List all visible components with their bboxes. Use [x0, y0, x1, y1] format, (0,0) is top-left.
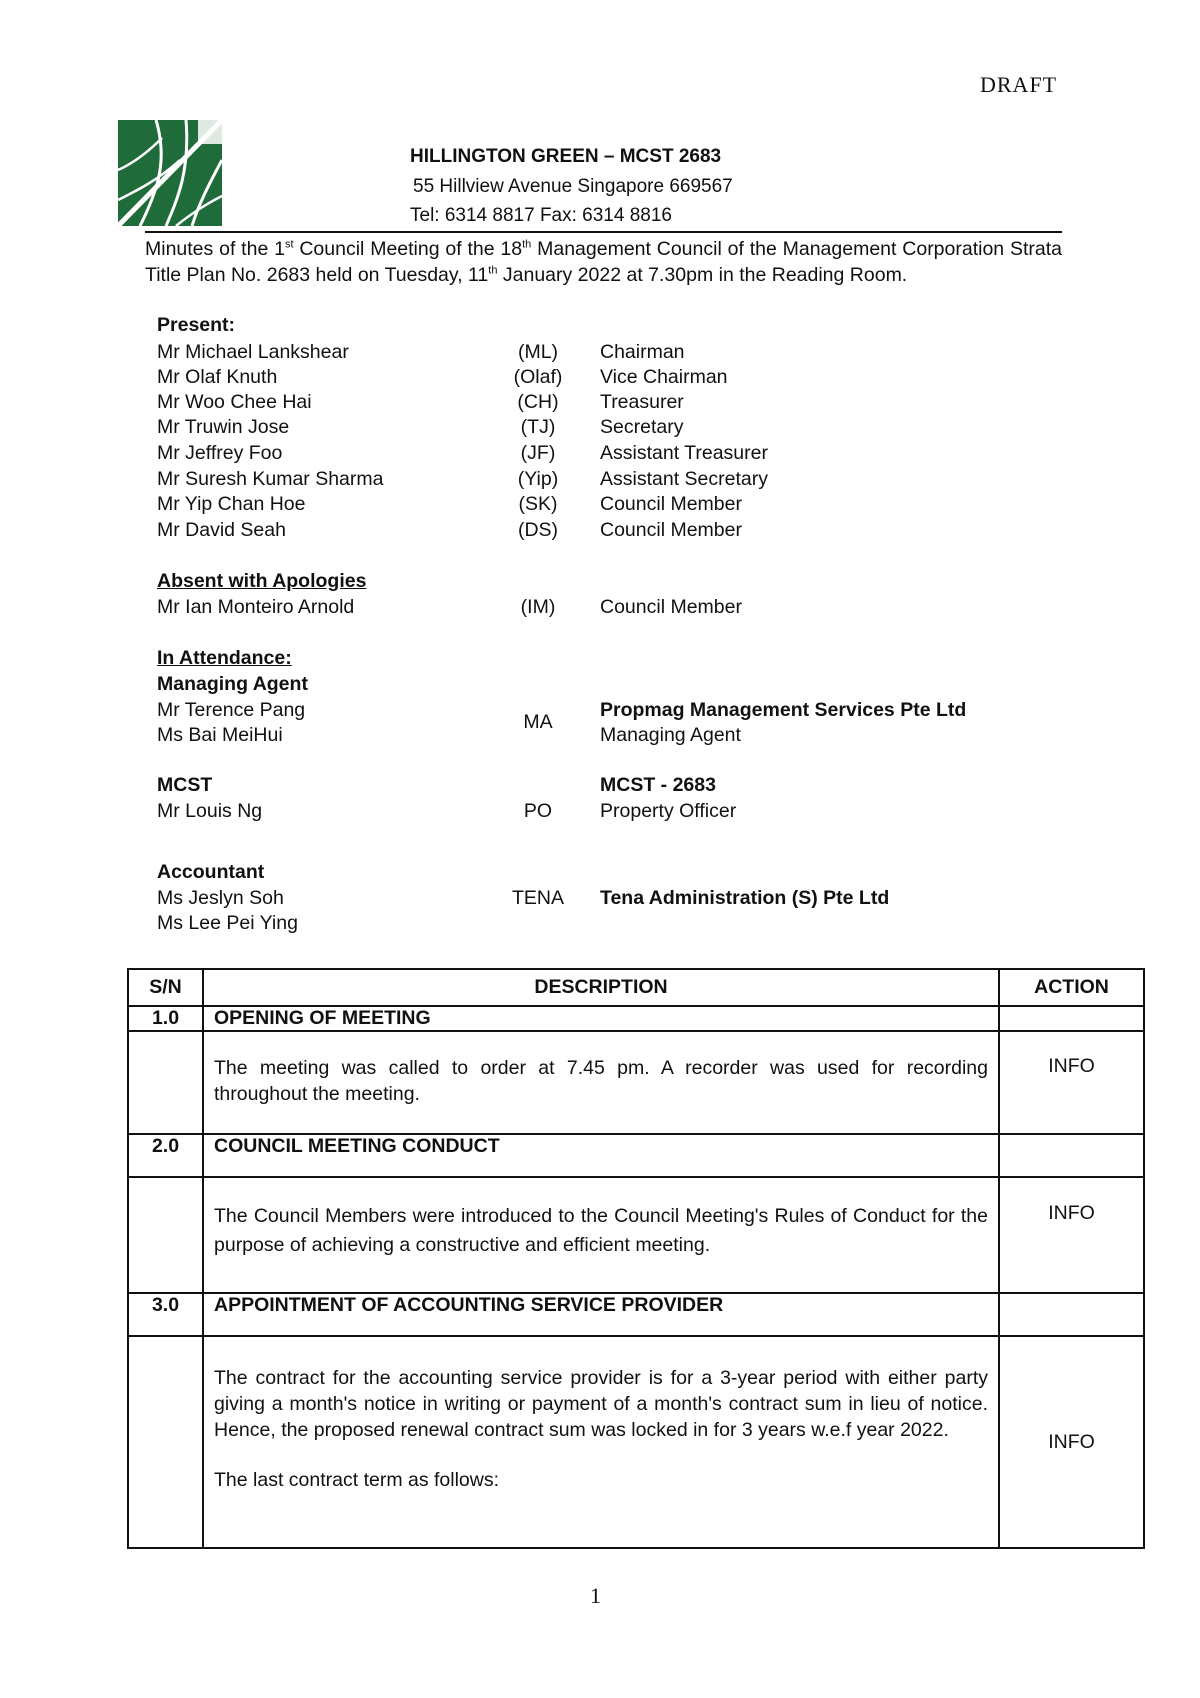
- member-role: Vice Chairman: [600, 366, 728, 388]
- section-action: INFO: [999, 1031, 1144, 1134]
- attendee-name: Mr Terence Pang: [157, 699, 306, 721]
- member-name: Mr Suresh Kumar Sharma: [157, 468, 384, 490]
- absent-role: Council Member: [600, 596, 742, 618]
- section-title: OPENING OF MEETING: [203, 1006, 999, 1031]
- member-role: Assistant Secretary: [600, 468, 768, 490]
- attendee-role: Managing Agent: [600, 724, 741, 746]
- description-header: DESCRIPTION: [203, 969, 999, 1006]
- member-abbr: (TJ): [520, 416, 556, 438]
- meeting-intro: Minutes of the 1st Council Meeting of the 18th Management Council of the Management Corporation Strata Title Plan No. 2683 held on Tuesday, 11th January 2022 at 7.30pm in the Reading Room.: [145, 238, 1062, 286]
- attendee-name: Ms Lee Pei Ying: [157, 912, 298, 934]
- section-number-empty: [128, 1031, 203, 1134]
- section-number-empty: [128, 1177, 203, 1293]
- member-abbr: (CH): [517, 391, 559, 413]
- section-body-row: [128, 1031, 1144, 1134]
- sn-header: S/N: [128, 969, 203, 1006]
- section-action: INFO: [999, 1177, 1144, 1293]
- attendee-company: Propmag Management Services Pte Ltd: [600, 699, 967, 721]
- section-body-row: [128, 1336, 1144, 1548]
- section-paragraph: The meeting was called to order at 7.45 pm. A recorder was used for recording throughout the meeting.: [214, 1057, 988, 1105]
- section-number: 3.0: [128, 1293, 203, 1336]
- member-role: Council Member: [600, 519, 742, 541]
- attendee-abbr: MA: [523, 711, 553, 733]
- attendee-name: Ms Jeslyn Soh: [157, 887, 284, 909]
- attendee-company: Tena Administration (S) Pte Ltd: [600, 887, 890, 909]
- member-name: Mr Jeffrey Foo: [157, 442, 283, 464]
- section-title-row: [128, 1134, 1144, 1177]
- section-action-empty: [999, 1293, 1144, 1336]
- member-role: Secretary: [600, 416, 684, 438]
- member-role: Chairman: [600, 341, 685, 363]
- mcst-heading: MCST: [157, 774, 213, 796]
- member-name: Mr Olaf Knuth: [157, 366, 278, 388]
- action-header: ACTION: [999, 969, 1144, 1006]
- member-abbr: (ML): [517, 341, 559, 363]
- attendee-company: MCST - 2683: [600, 774, 716, 796]
- member-name: Mr David Seah: [157, 519, 286, 541]
- present-heading: Present:: [157, 314, 236, 336]
- attendee-abbr: PO: [523, 800, 553, 822]
- attendance-heading: In Attendance:: [157, 647, 292, 669]
- header-divider: [145, 231, 1062, 233]
- section-number: 1.0: [128, 1006, 203, 1031]
- attendee-role: Property Officer: [600, 800, 737, 822]
- attendee-name: Mr Louis Ng: [157, 800, 263, 822]
- table-header-row: [128, 969, 1144, 1006]
- attendee-abbr: TENA: [511, 887, 564, 909]
- estate-contact: Tel: 6314 8817 Fax: 6314 8816: [410, 205, 672, 226]
- member-abbr: (JF): [520, 442, 556, 464]
- section-number-empty: [128, 1336, 203, 1548]
- member-name: Mr Truwin Jose: [157, 416, 290, 438]
- member-role: Treasurer: [600, 391, 684, 413]
- managing-agent-heading: Managing Agent: [157, 673, 308, 695]
- member-abbr: (SK): [518, 493, 558, 515]
- section-action-empty: [999, 1006, 1144, 1031]
- section-paragraph: The Council Members were introduced to the Council Meeting's Rules of Conduct for the purpose of achieving a constructive and efficient meeting.: [214, 1205, 988, 1256]
- attendee-name: Ms Bai MeiHui: [157, 724, 283, 746]
- member-abbr: (DS): [517, 519, 559, 541]
- minutes-table: [127, 968, 1145, 1549]
- absent-name: Mr Ian Monteiro Arnold: [157, 596, 355, 618]
- member-abbr: (Yip): [517, 468, 559, 490]
- absent-heading: Absent with Apologies: [157, 570, 367, 592]
- hillington-green-leaf-logo: [118, 120, 222, 226]
- member-name: Mr Yip Chan Hoe: [157, 493, 306, 515]
- estate-title: HILLINGTON GREEN – MCST 2683: [410, 146, 722, 167]
- section-body: [203, 1177, 999, 1293]
- section-number: 2.0: [128, 1134, 203, 1177]
- estate-address: 55 Hillview Avenue Singapore 669567: [413, 176, 733, 197]
- section-paragraph: The contract for the accounting service provider is for a 3-year period with either party giving a month's notice in writing or payment of a month's contract sum in lieu of notice. Hence, the proposed renewal contract sum was locked in for 3 years w.e.f year 2022.: [214, 1367, 988, 1441]
- absent-abbr: (IM): [520, 596, 556, 618]
- member-abbr: (Olaf): [513, 366, 563, 388]
- section-body-row: [128, 1177, 1144, 1293]
- page-number: 1: [590, 1583, 601, 1608]
- section-paragraph: The last contract term as follows:: [214, 1469, 500, 1491]
- section-title: COUNCIL MEETING CONDUCT: [203, 1134, 999, 1177]
- member-role: Council Member: [600, 493, 742, 515]
- member-name: Mr Woo Chee Hai: [157, 391, 312, 413]
- section-action-empty: [999, 1134, 1144, 1177]
- draft-watermark-label: DRAFT: [980, 72, 1058, 97]
- section-body: [203, 1031, 999, 1134]
- accountant-heading: Accountant: [157, 861, 265, 883]
- member-role: Assistant Treasurer: [600, 442, 768, 464]
- member-name: Mr Michael Lankshear: [157, 341, 349, 363]
- section-body: [203, 1336, 999, 1548]
- section-title-row: [128, 1006, 1144, 1031]
- section-action: INFO: [999, 1336, 1144, 1548]
- section-title-row: [128, 1293, 1144, 1336]
- section-title: APPOINTMENT OF ACCOUNTING SERVICE PROVIDER: [203, 1293, 999, 1336]
